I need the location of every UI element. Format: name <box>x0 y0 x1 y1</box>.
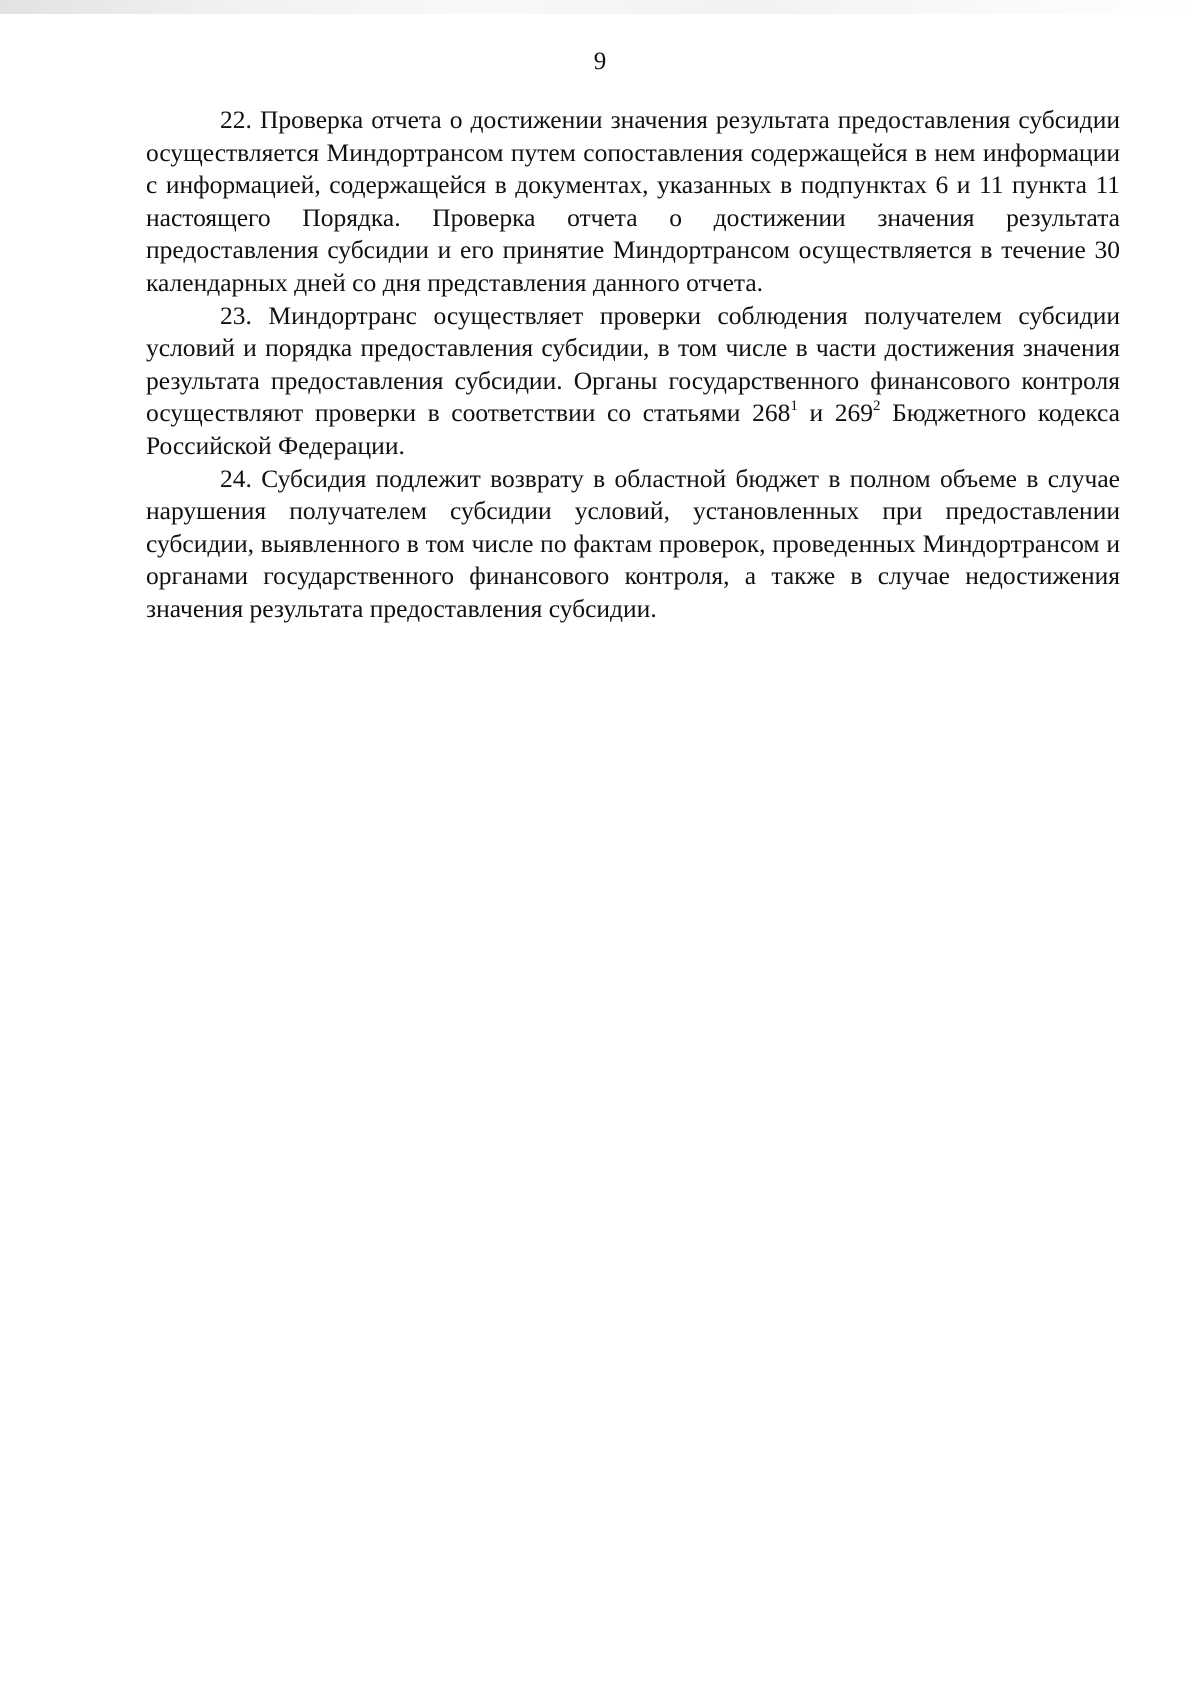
document-body <box>146 104 1120 626</box>
paragraph-23 <box>146 300 1120 463</box>
paragraph-22-text: 22. Проверка отчета о достижении значения результата предоставления субсидии осуществляется Миндортрансом путем сопоставления содержащейся в нем информации с информацией, содержащейся в документах, указанных в подпунктах 6 и 11 пункта 11 настоящего Порядка. Проверка отчета о достижении значения результата предоставления субсидии и его принятие Миндортрансом осуществляется в течение 30 календарных дней со дня представления данного отчета. <box>146 105 1120 297</box>
paragraph-23-text-start: 23. Миндортранс осуществляет проверки соблюдения получателем субсидии условий и порядка предоставления субсидии, в том числе в части достижения значения результата предоставления субсидии. Органы государственного финансового контроля осуществляют проверки в соответствии со статьями 268 <box>146 300 1120 428</box>
paragraph-24 <box>146 463 1120 626</box>
scan-edge-artifact <box>0 0 1200 14</box>
page-number: 9 <box>593 48 607 75</box>
paragraph-23-text-end: Бюджетного кодекса Российской Федерации. <box>146 398 1120 460</box>
article-268-superscript: 1 <box>790 398 798 415</box>
paragraph-24-text: 24. Субсидия подлежит возврату в областной бюджет в полном объеме в случае нарушения получателем субсидии условий, установленных при предоставлении субсидии, выявленного в том числе по фактам проверок, проведенных Миндортрансом и органами государственного финансового контроля, а также в случае недостижения значения результата предоставления субсидии. <box>146 463 1120 623</box>
paragraph-23-text-middle: и 269 <box>797 398 874 428</box>
article-269-superscript: 2 <box>873 398 881 415</box>
paragraph-22 <box>146 104 1120 300</box>
